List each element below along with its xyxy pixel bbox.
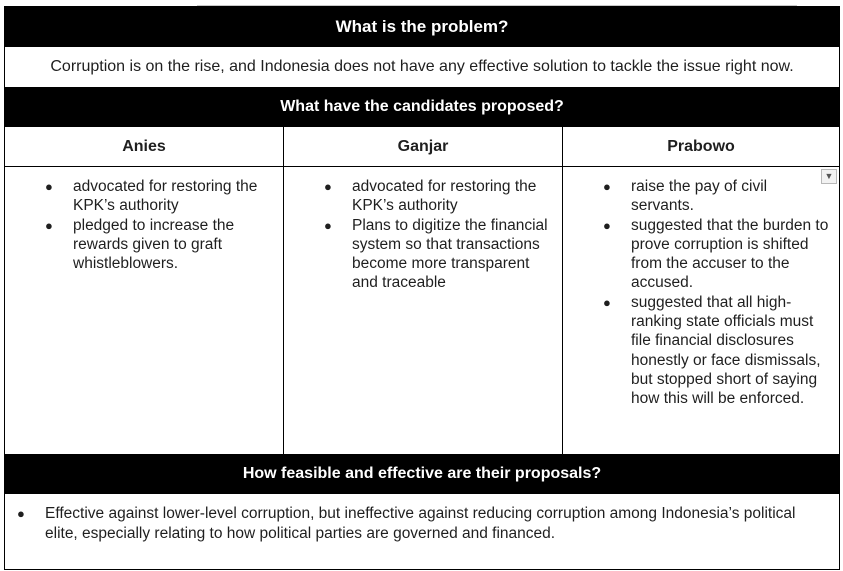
proposal-item: ● raise the pay of civil servants. [603,178,768,215]
feasibility-assessment [5,504,831,544]
problem-heading-row [5,7,839,47]
proposals-heading-row [5,87,839,127]
problem-statement: Corruption is on the rise, and Indonesia does not have any effective solution to tackle the issue right now. [50,58,794,75]
proposal-item: ● Plans to digitize the financial system so that transactions become more transparent and traceable [324,216,548,292]
proposals-heading: What have the candidates proposed? [280,98,564,115]
proposal-item: ● pledged to increase the rewards given to graft whistleblowers. [45,216,235,273]
policy-table [4,6,840,570]
chevron-down-icon[interactable]: ▼ [821,169,837,184]
feasibility-heading: How feasible and effective are their proposals? [242,465,602,482]
feasibility-heading-row [5,454,839,494]
column-divider [283,127,284,454]
bullet-icon: ● [45,217,53,233]
bullet-icon: ● [603,179,611,194]
bullet-icon: ● [603,294,611,310]
header-divider [5,166,839,167]
proposal-item: ● advocated for restoring the KPK’s authority [324,178,537,215]
bullet-icon: ● [17,506,25,521]
proposals-cell-ganjar [312,177,552,293]
proposal-item: ● suggested that all high-ranking state officials must file financial disclosures honestly or face dismissals, but stopped short of saying how this will be enforced. [603,293,821,408]
proposal-item: ● suggested that the burden to prove corruption is shifted from the accuser to the accused. [603,216,829,292]
column-header-ganjar: Ganjar [397,138,449,155]
bullet-icon: ● [324,179,332,194]
proposal-item: ● advocated for restoring the KPK’s authority [45,178,258,215]
proposals-cell-prabowo [591,177,831,409]
bullet-icon: ● [603,217,611,233]
proposals-cell-anies [33,177,273,273]
column-divider [562,127,563,454]
bullet-icon: ● [45,179,53,194]
bullet-icon: ● [324,217,332,233]
column-header-prabowo: Prabowo [667,138,735,155]
assessment-item: ● Effective against lower-level corruption, but ineffective against reducing corruption among Indonesia’s political elite, especially relating to how political parties are governed and financed. [17,505,796,542]
problem-heading: What is the problem? [335,17,509,36]
column-header-anies: Anies [122,138,166,155]
